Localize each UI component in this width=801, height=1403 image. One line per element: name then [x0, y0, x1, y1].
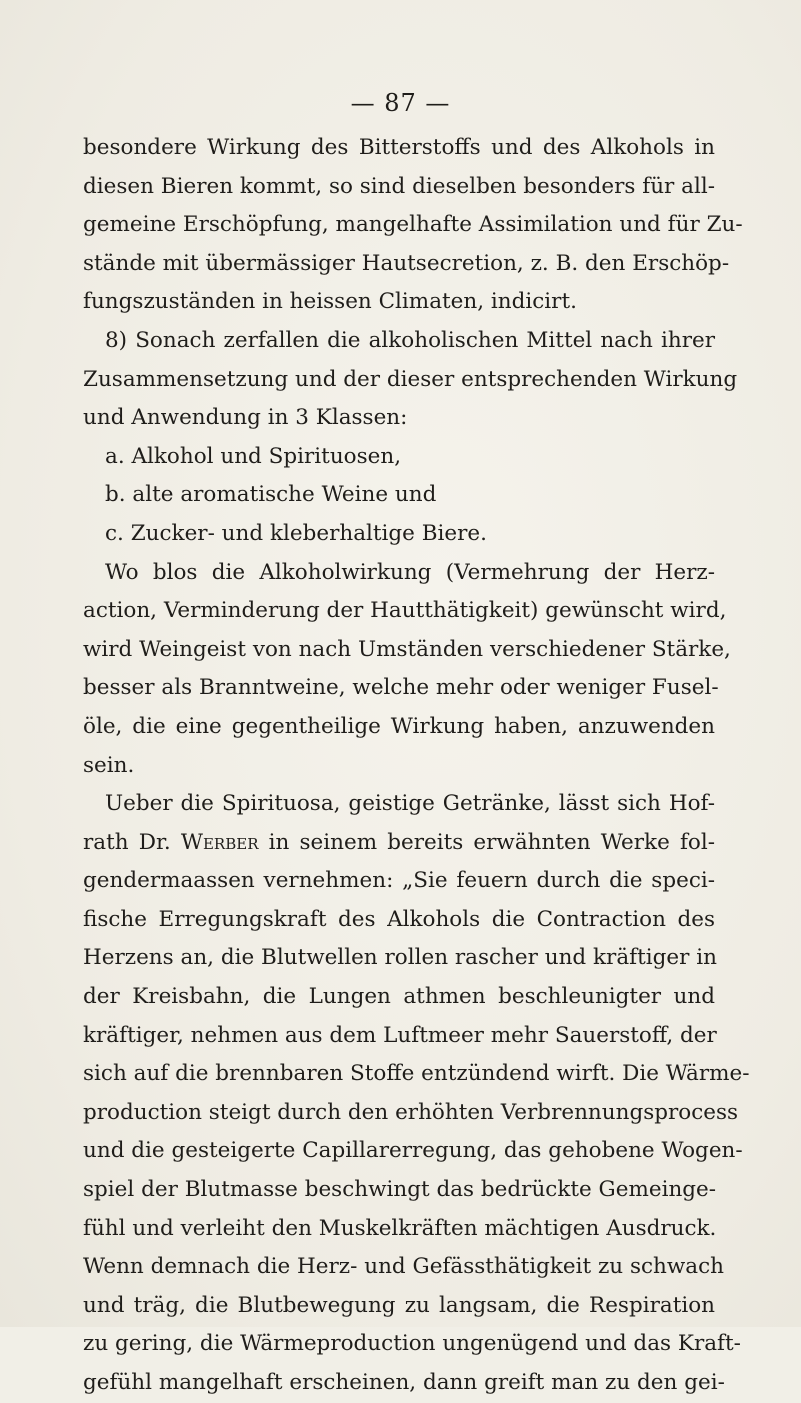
text-line: und träg, die Blutbewegung zu langsam, die Respiration [83, 1292, 715, 1318]
text-line: wird Weingeist von nach Umständen verschiedener Stärke, [83, 636, 731, 662]
text-line: fühl und verleiht den Muskelkräften mächtigen Ausdruck. [83, 1215, 717, 1241]
text-line: der Kreisbahn, die Lungen athmen beschleunigter und [83, 984, 715, 1010]
text-line: besondere Wirkung des Bitterstoffs und des Alkohols in [83, 135, 715, 160]
text-line: fungszuständen in heissen Climaten, indicirt. [83, 289, 577, 315]
text-line: gefühl mangelhaft erscheinen, dann greift man zu den gei- [83, 1370, 725, 1395]
text-line: und die gesteigerte Capillarerregung, das gehobene Wogen- [83, 1138, 743, 1164]
text-line: Zusammensetzung und der dieser entsprechenden Wirkung [83, 366, 738, 392]
text-fragment: in seinem bereits erwähnten Werke fol- [258, 829, 715, 855]
list-item: b. alte aromatische Weine und [105, 482, 437, 508]
text-line: zu gering, die Wärmeproduction ungenügend und das Kraft- [83, 1331, 741, 1357]
author-name: Werber [180, 829, 259, 855]
text-line: Herzens an, die Blutwellen rollen rascher und kräftiger in [83, 945, 717, 971]
text-line: öle, die eine gegentheilige Wirkung haben, anzuwenden [83, 713, 715, 739]
text-line: sein. [83, 752, 135, 778]
body-text [83, 129, 750, 1403]
text-line: diesen Bieren kommt, so sind dieselben besonders für all- [83, 173, 715, 199]
text-line: spiel der Blutmasse beschwingt das bedrückte Gemeinge- [83, 1177, 717, 1203]
text-line: 8) Sonach zerfallen die alkoholischen Mittel nach ihrer [105, 327, 715, 353]
text-line: gemeine Erschöpfung, mangelhafte Assimilation und für Zu- [83, 212, 743, 238]
text-line: production steigt durch den erhöhten Verbrennungsprocess [83, 1099, 739, 1125]
text-line: Ueber die Spirituosa, geistige Getränke, lässt sich Hof- [105, 791, 715, 817]
text-line: sich auf die brennbaren Stoffe entzündend wirft. Die Wärme- [83, 1061, 750, 1087]
text-line: und Anwendung in 3 Klassen: [83, 405, 408, 431]
text-line: Wo blos die Alkoholwirkung (Vermehrung der Herz- [105, 559, 715, 585]
text-line: kräftiger, nehmen aus dem Luftmeer mehr Sauerstoff, der [83, 1022, 717, 1048]
list-item: a. Alkohol und Spirituosen, [105, 443, 402, 469]
text-line [83, 824, 715, 863]
page-number: — 87 — [350, 89, 451, 117]
text-line: besser als Branntweine, welche mehr oder weniger Fusel- [83, 675, 719, 701]
text-fragment: rath Dr. [83, 829, 181, 855]
list-item: c. Zucker- und kleberhaltige Biere. [105, 520, 487, 546]
text-line: stände mit übermässiger Hautsecretion, z. B. den Erschöp- [83, 250, 730, 276]
text-line: Wenn demnach die Herz- und Gefässthätigkeit zu schwach [83, 1254, 724, 1280]
text-line: gendermaassen vernehmen: „Sie feuern durch die speci- [83, 868, 715, 894]
text-line: fische Erregungskraft des Alkohols die Contraction des [83, 906, 715, 932]
text-line: action, Verminderung der Hautthätigkeit) gewünscht wird, [83, 598, 727, 624]
